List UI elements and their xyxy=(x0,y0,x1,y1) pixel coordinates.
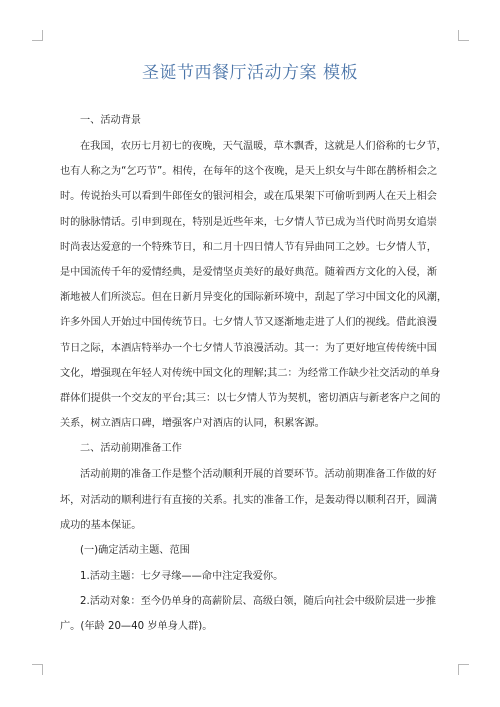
document-body xyxy=(60,108,448,640)
paragraph-line: 时。传说抬头可以看到牛郎侄女的银河相会，或在瓜果架下可偷听到两人在天上相会 xyxy=(60,191,437,203)
paragraph-line: 2.活动对象：至今仍单身的高薪阶层、高级白领，随后向社会中级阶层进一步推 xyxy=(80,596,437,608)
section-heading-preparation: 二、活动前期准备工作 xyxy=(80,443,182,455)
section-paragraph-background xyxy=(60,134,448,436)
section-heading-background: 一、活动背景 xyxy=(80,115,142,126)
paragraph-line: 时尚表达爱意的一个特殊节日，和二月十四日情人节有异曲同工之妙。七夕情人节， xyxy=(60,241,437,253)
paragraph-line: 广。(年龄 20—40 岁单身人群)。 xyxy=(60,621,213,633)
paragraph-line: 关系，树立酒店口碑，增强客户对酒店的认同，积累客源。 xyxy=(60,418,325,430)
subsection-item-theme xyxy=(60,564,442,589)
paragraph-line: 1.活动主题：七夕寻缘——命中注定我爱你。 xyxy=(80,571,284,583)
paragraph-line: 渐地被人们所淡忘。但在日新月异变化的国际新环境中，刮起了学习中国文化的风潮， xyxy=(60,292,448,304)
paragraph-line: 文化，增强现在年轻人对传统中国文化的理解;其二：为经常工作缺少社交活动的单身 xyxy=(60,367,441,379)
paragraph-line: 也有人称之为“乞巧节”。相传，在每年的这个夜晚，是天上织女与牛郎在鹊桥相会之 xyxy=(60,166,438,178)
paragraph-line: 时的脉脉情话。引申到现在，特别是近些年来，七夕情人节已成为当代时尚男女追崇 xyxy=(60,216,437,228)
paragraph-line: 许多外国人开始过中国传统节日。七夕情人节又逐渐地走进了人们的视线。借此浪漫 xyxy=(60,317,437,329)
subsection-heading-theme-scope: (一)确定活动主题、范围 xyxy=(80,545,190,557)
page-corner-mark-bottom-right xyxy=(458,664,469,675)
paragraph-line: 群体们提供一个交友的平台;其三：以七夕情人节为契机，密切酒店与新老客户之间的 xyxy=(60,393,441,405)
document-title: 圣诞节西餐厅活动方案 模板 xyxy=(142,63,358,83)
page-corner-mark-bottom-left xyxy=(32,664,43,675)
paragraph-line: 是中国流传千年的爱情经典，是爱情坚贞美好的最好典范。随着西方文化的入侵，渐 xyxy=(60,267,437,279)
page-corner-mark-top-left xyxy=(32,30,43,41)
subsection-item-audience xyxy=(60,589,442,639)
paragraph-line: 在我国，农历七月初七的夜晚，天气温暖，草木飘香，这就是人们俗称的七夕节， xyxy=(80,141,447,152)
paragraph-line: 节日之际，本酒店特举办一个七夕情人节浪漫活动。其一：为了更好地宣传传统中国 xyxy=(60,342,437,354)
page-corner-mark-top-right xyxy=(458,30,469,41)
section-paragraph-preparation xyxy=(60,462,442,538)
paragraph-line: 成功的基本保证。 xyxy=(60,519,142,531)
paragraph-line: 活动前期的准备工作是整个活动顺利开展的首要环节。活动前期准备工作做的好 xyxy=(80,469,437,481)
paragraph-line: 坏，对活动的顺利进行有直接的关系。扎实的准备工作，是轰动得以顺利召开，圆满 xyxy=(60,494,437,506)
